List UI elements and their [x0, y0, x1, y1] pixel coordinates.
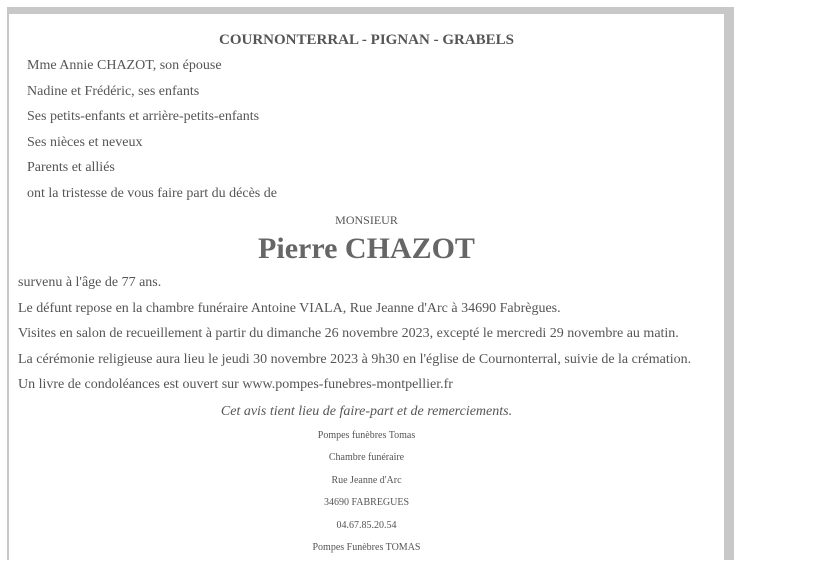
footer-line: Rue Jeanne d'Arc — [331, 475, 402, 486]
footer-phone: 04.67.85.20.54 — [336, 520, 397, 531]
notice-frame — [7, 7, 734, 560]
family-line: Parents et alliés — [27, 160, 115, 175]
footer-line: Pompes Funèbres TOMAS — [312, 542, 421, 553]
closing-note: Cet avis tient lieu de faire-part et de remerciements. — [220, 404, 513, 419]
footer-line: 34690 FABREGUES — [323, 497, 410, 508]
family-line: Ses nièces et neveux — [27, 135, 143, 150]
family-line: Mme Annie CHAZOT, son épouse — [27, 58, 222, 73]
family-line: ont la tristesse de vous faire part du décès de — [27, 186, 277, 201]
footer-line: Pompes funèbres Tomas — [317, 430, 416, 441]
footer-line: Chambre funéraire — [328, 452, 405, 463]
obituary-notice — [9, 14, 724, 560]
notice-headline: COURNONTERRAL - PIGNAN - GRABELS — [218, 32, 515, 48]
detail-line: survenu à l'âge de 77 ans. — [18, 275, 162, 290]
detail-line: Visites en salon de recueillement à partir du dimanche 26 novembre 2023, excepté le mercredi 29 novembre au matin. — [18, 326, 679, 341]
detail-line: La cérémonie religieuse aura lieu le jeudi 30 novembre 2023 à 9h30 en l'église de Cournonterral, suivie de la crémation. — [18, 352, 692, 367]
civility-label: MONSIEUR — [335, 213, 398, 227]
condolence-line: Un livre de condoléances est ouvert sur www.pompes-funebres-montpellier.fr — [18, 377, 453, 392]
detail-line: Le défunt repose en la chambre funéraire Antoine VIALA, Rue Jeanne d'Arc à 34690 Fabrègues. — [18, 301, 561, 316]
family-line: Nadine et Frédéric, ses enfants — [27, 84, 200, 99]
deceased-name: Pierre CHAZOT — [258, 232, 475, 265]
family-line: Ses petits-enfants et arrière-petits-enfants — [27, 109, 260, 124]
